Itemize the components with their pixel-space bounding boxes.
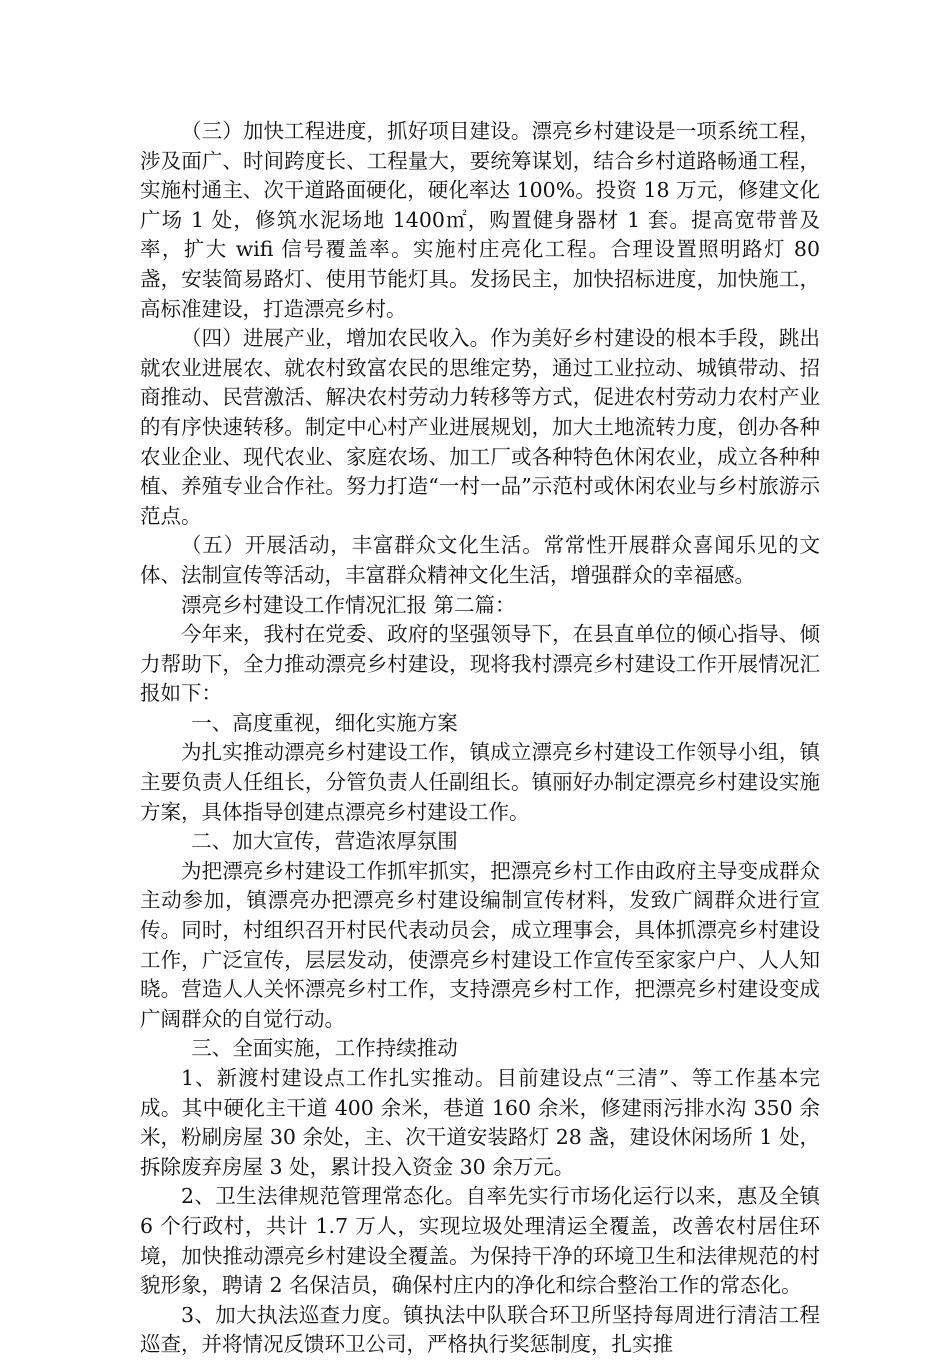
paragraph-cultural-activities: （五）开展活动，丰富群众文化生活。常常性开展群众喜闻乐见的文体、法制宣传等活动，丰富群众精神文化生活，增强群众的幸福感。 — [140, 533, 820, 587]
paragraph-sanitation-management: 2、卫生法律规范管理常态化。自率先实行市场化运行以来，惠及全镇 6 个行政村，共计 1.7 万人，实现垃圾处理清运全覆盖，改善农村居住环境，加快推动漂亮乡村建设全覆盖。为保持干净的环境卫生和法律规范的村貌形象，聘请 2 名保洁员，确保村庄内的净化和综合整治工作的常态化。 — [140, 1184, 820, 1298]
paragraph-law-enforcement: 3、加大执法巡查力度。镇执法中队联合环卫所坚持每周进行清洁工程巡查，并将情况反馈环卫公司，严格执行奖惩制度，扎实推 — [140, 1302, 820, 1357]
paragraph-xindu-village: 1、新渡村建设点工作扎实推动。目前建设点“三清”、等工作基本完成。其中硬化主干道 400 余米，巷道 160 余米，修建雨污排水沟 350 余米，粉刷房屋 30 余处，主、次干道安装路灯 28 盏，建设休闲场所 1 处，拆除废弃房屋 3 处，累计投入资金 30 余万元。 — [140, 1066, 820, 1179]
section-title-second-article: 漂亮乡村建设工作情况汇报 第二篇： — [181, 592, 516, 617]
paragraph-project-construction: （三）加快工程进度，抓好项目建设。漂亮乡村建设是一项系统工程，涉及面广、时间跨度长、工程量大，要统筹谋划，结合乡村道路畅通工程，实施村通主、次干道路面硬化，硬化率达 100%。投资 18 万元，修建文化广场 1 处，修筑水泥场地 1400㎡，购置健身器材 1 套。提高宽带普及率，扩大 wifi 信号覆盖率。实施村庄亮化工程。合理设置照明路灯 80 盏，安装简易路灯、使用节能灯具。发扬民主，加快招标进度，加快施工，高标准建设，打造漂亮乡村。 — [140, 119, 820, 321]
heading-full-implementation: 三、全面实施，工作持续推动 — [191, 1036, 458, 1061]
paragraph-publicity: 为把漂亮乡村建设工作抓牢抓实，把漂亮乡村工作由政府主导变成群众主动参加，镇漂亮办把漂亮乡村建设编制宣传材料，发致广阔群众进行宣传。同时，村组织召开村民代表动员会，成立理事会，具体抓漂亮乡村建设工作，广泛宣传，层层发动，使漂亮乡村建设工作宣传至家家户户、人人知晓。营造人人关怀漂亮乡村工作，支持漂亮乡村工作，把漂亮乡村建设变成广阔群众的自觉行动。 — [140, 858, 820, 1031]
heading-attach-importance: 一、高度重视，细化实施方案 — [191, 710, 458, 735]
paragraph-introduction: 今年来，我村在党委、政府的坚强领导下，在县直单位的倾心指导、倾力帮助下，全力推动漂亮乡村建设，现将我村漂亮乡村建设工作开展情况汇报如下： — [140, 622, 820, 706]
paragraph-industry-development: （四）进展产业，增加农民收入。作为美好乡村建设的根本手段，跳出就农业进展农、就农村致富农民的思维定势，通过工业拉动、城镇带动、招商推动、民营激活、解决农村劳动力转移等方式，促进农村劳动力农村产业的有序快速转移。制定中心村产业进展规划，加大土地流转力度，创办各种农业企业、现代农业、家庭农场、加工厂或各种特色休闲农业，成立各种种植、养殖专业合作社。努力打造“一村一品”示范村或休闲农业与乡村旅游示范点。 — [140, 326, 820, 528]
heading-publicity: 二、加大宣传，营造浓厚氛围 — [191, 829, 458, 854]
paragraph-leadership-group: 为扎实推动漂亮乡村建设工作，镇成立漂亮乡村建设工作领导小组，镇主要负责人任组长，分管负责人任副组长。镇丽好办制定漂亮乡村建设实施方案，具体指导创建点漂亮乡村建设工作。 — [140, 740, 820, 824]
document-body — [140, 117, 820, 1360]
